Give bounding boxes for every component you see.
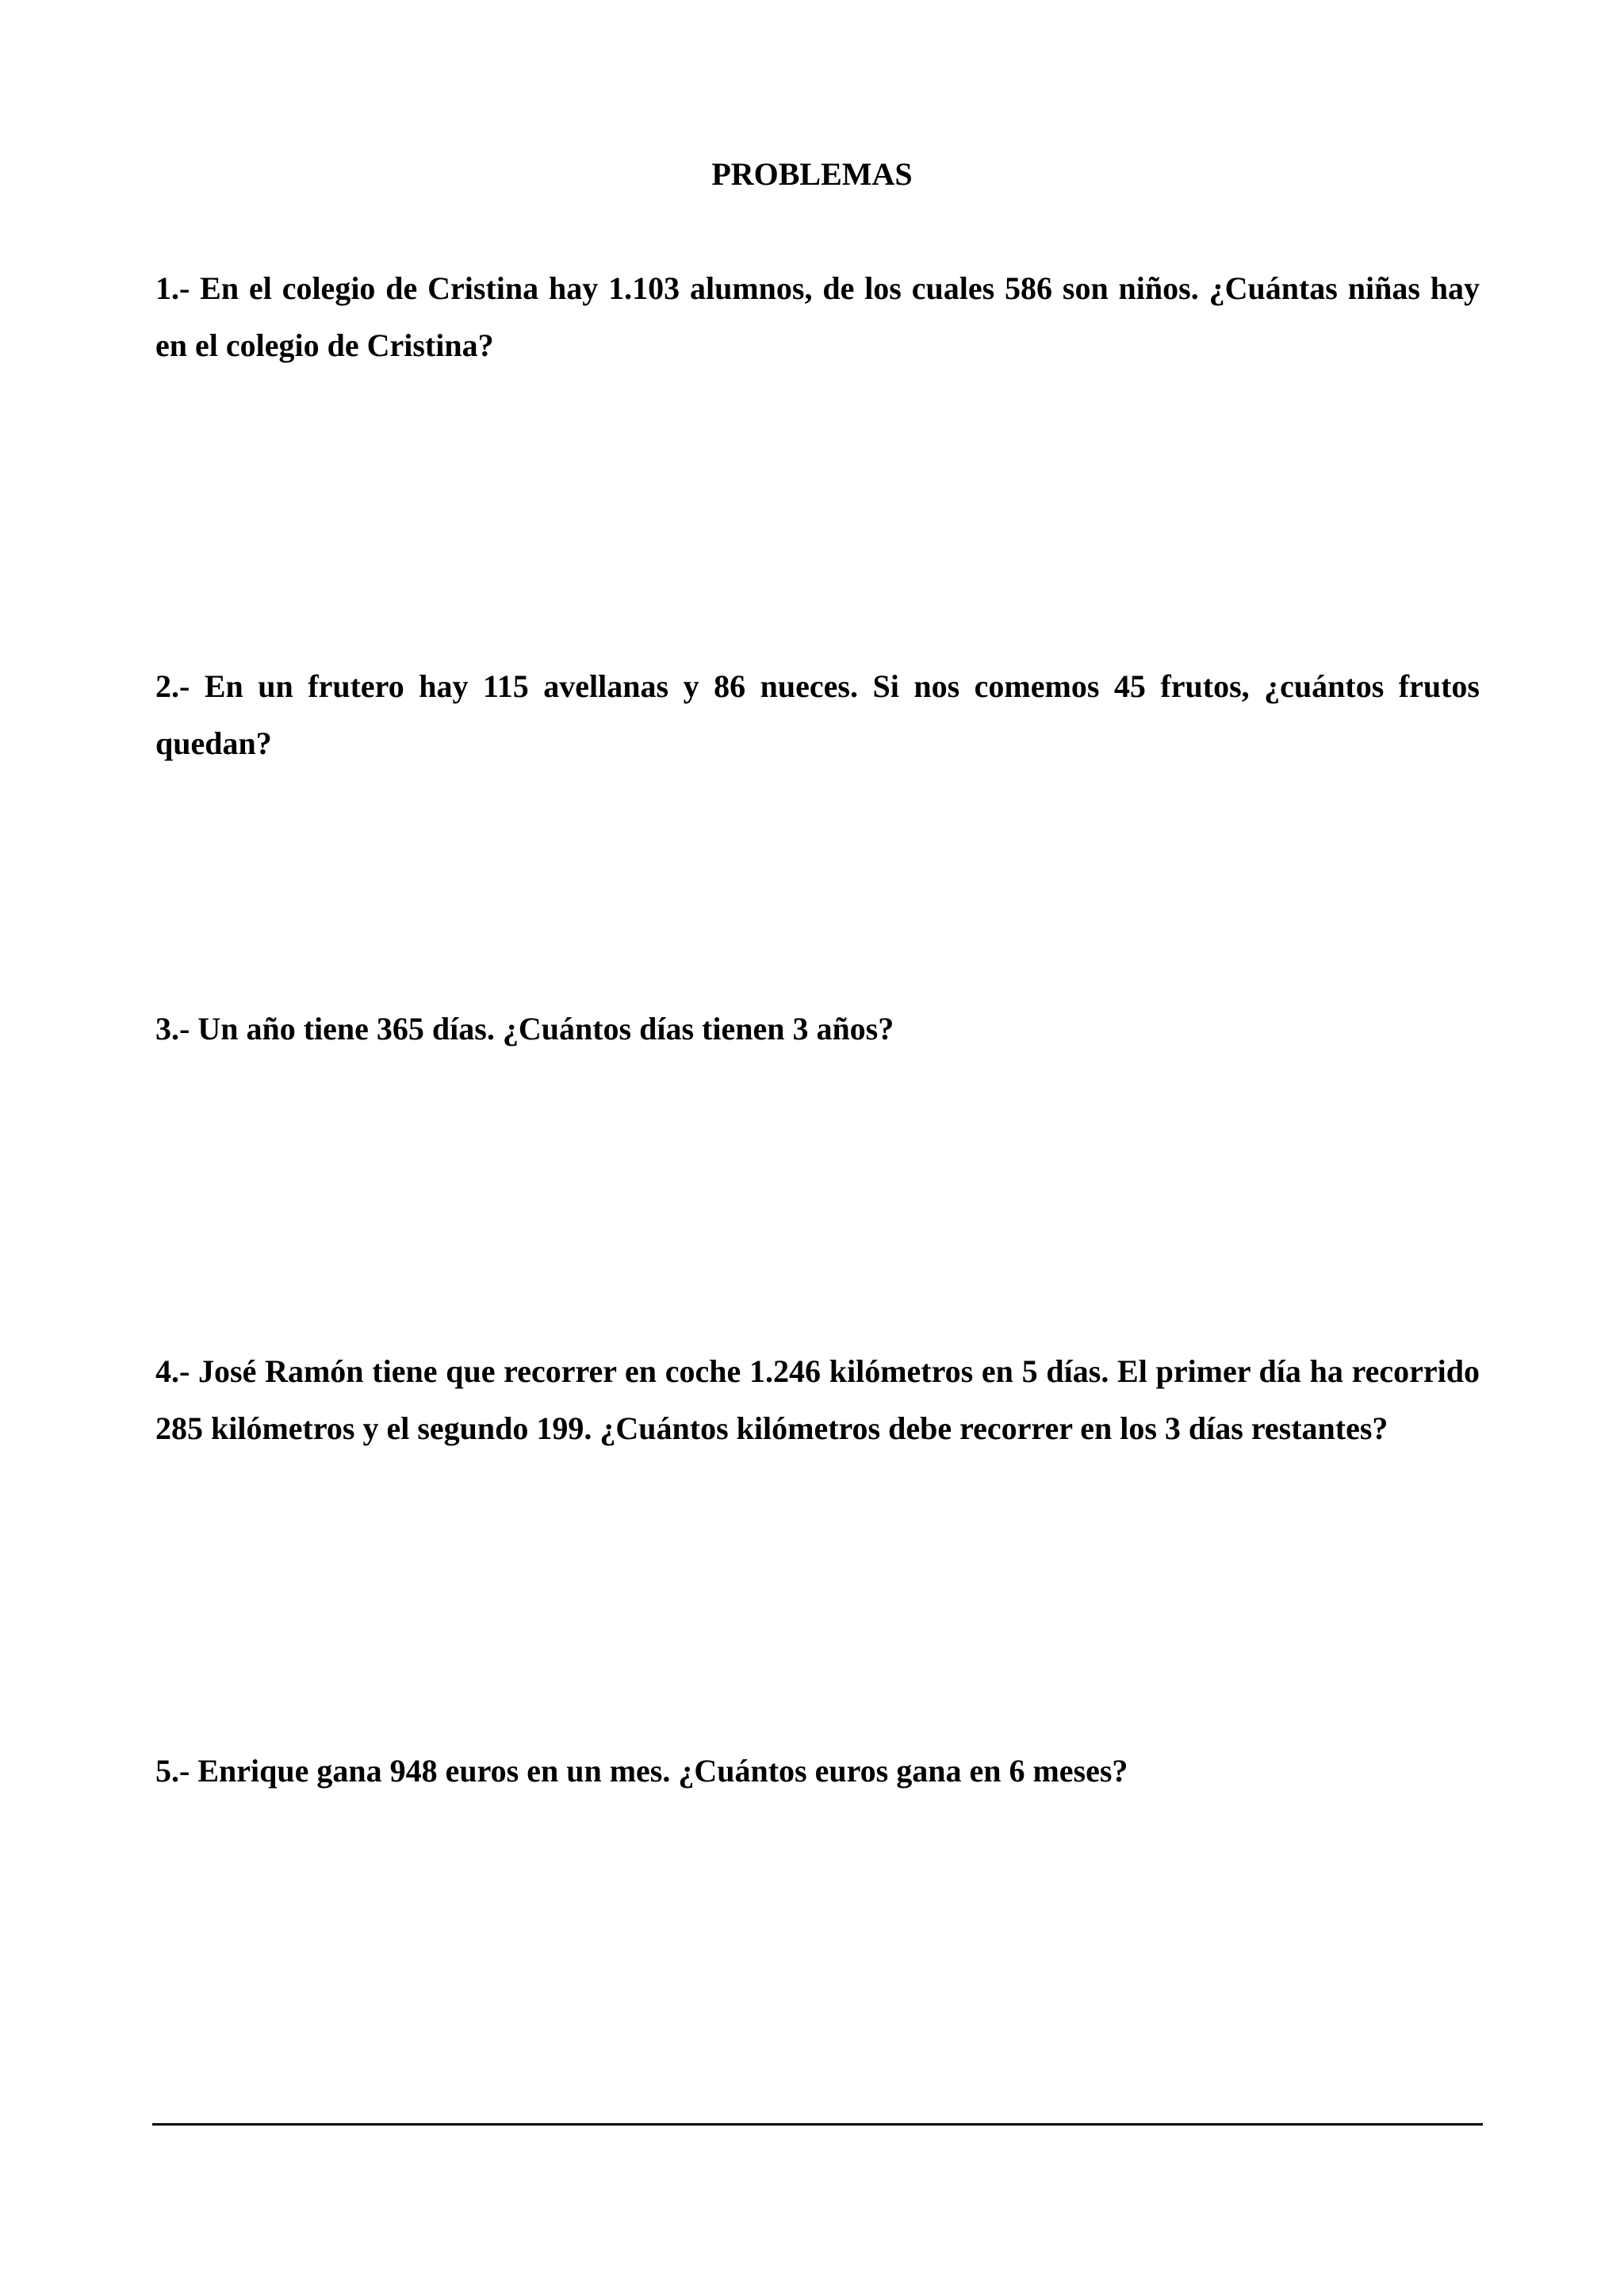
problem-2-text: 2.- En un frutero hay 115 avellanas y 86 nueces. Si nos comemos 45 frutos, ¿cuántos frutos quedan? [155,668,1480,761]
problem-4-text: 4.- José Ramón tiene que recorrer en coche 1.246 kilómetros en 5 días. El primer día ha recorrido 285 kilómetros y el segundo 199. ¿Cuántos kilómetros debe recorrer en los 3 días restantes? [155,1353,1480,1446]
problem-5-text: 5.- Enrique gana 948 euros en un mes. ¿Cuántos euros gana en 6 meses? [155,1753,1128,1789]
footer-divider [152,2123,1483,2126]
problem-3-text: 3.- Un año tiene 365 días. ¿Cuántos días tienen 3 años? [155,1011,894,1047]
page-title: PROBLEMAS [711,156,913,192]
problem-1-text: 1.- En el colegio de Cristina hay 1.103 alumnos, de los cuales 586 son niños. ¿Cuántas niñas hay en el colegio de Cristina? [155,270,1480,363]
